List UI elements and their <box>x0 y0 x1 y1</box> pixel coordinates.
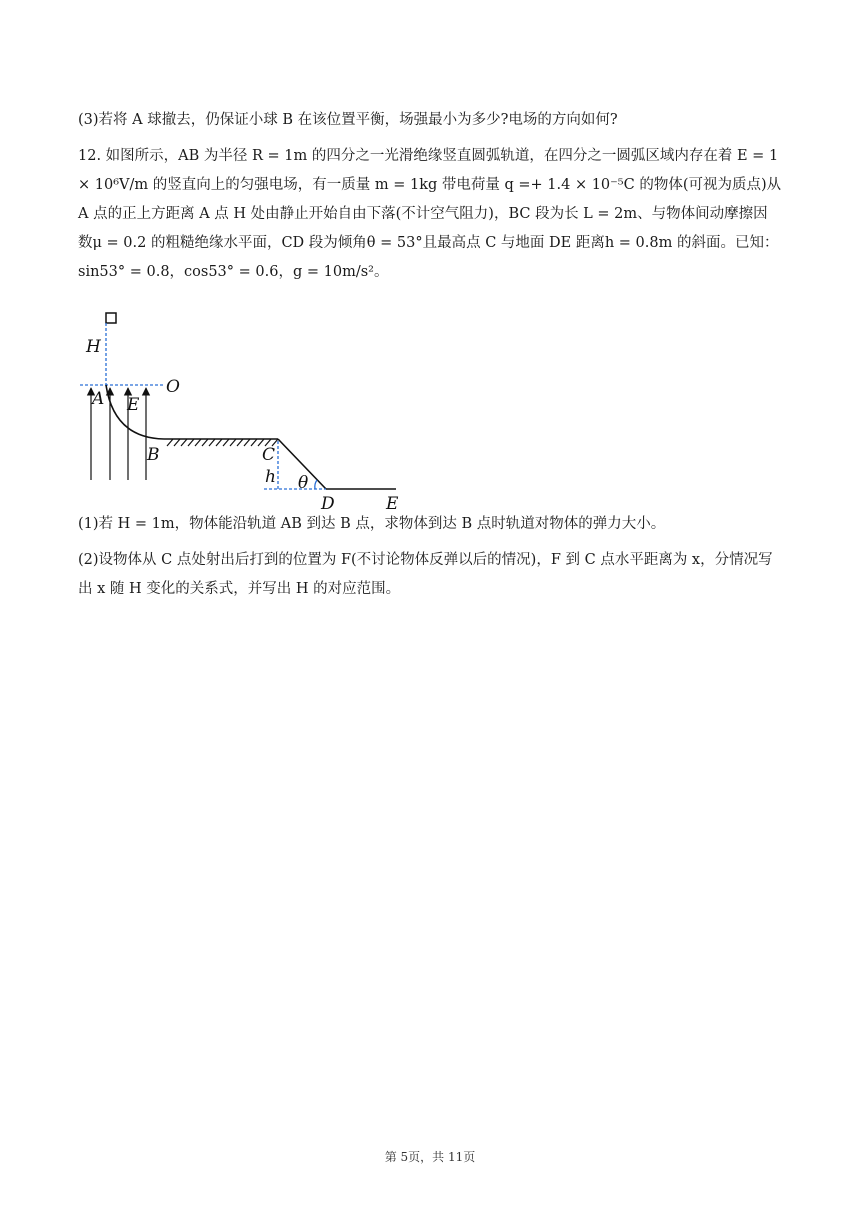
track-diagram <box>78 306 408 512</box>
question-part-3: (3)若将 A 球撤去，仍保证小球 B 在该位置平衡，场强最小为多少?电场的方向如何? <box>78 112 618 128</box>
angle-arc <box>315 480 317 489</box>
question-12-stem: 12. 如图所示，AB 为半径 R = 1m 的四分之一光滑绝缘竖直圆弧轨道，在四分之一圆弧区域内存在着 E = 1 × 10⁶V/m 的竖直向上的匀强电场，有一质量 m = 1kg 带电荷量 q =+ 1.4 × 10⁻⁵C 的物体(可视为质点)从 A 点的正上方距离 A 点 H 处由静止开始自由下落(不计空气阻力)，BC 段为长 L = 2m、与物体间动摩擦因数μ = 0.2 的粗糙绝缘水平面，CD 段为倾角θ = 53°且最高点 C 与地面 DE 距离h = 0.8m 的斜面。已知：sin53° = 0.8，cos53° = 0.6，g = 10m/s²。 <box>78 148 782 280</box>
page-footer: 第 5页，共 11页 <box>384 1150 476 1164</box>
label-h: h <box>265 467 276 487</box>
question-12-part-2: (2)设物体从 C 点处射出后打到的位置为 F(不讨论物体反弹以后的情况)，F 到 C 点水平距离为 x，分情况写出 x 随 H 变化的关系式，并写出 H 的对应范围。 <box>78 552 773 597</box>
label-E-field: E <box>127 395 140 415</box>
label-B: B <box>147 445 160 465</box>
label-O: O <box>166 377 180 397</box>
falling-block <box>106 313 116 323</box>
label-H: H <box>86 337 101 357</box>
label-C: C <box>262 445 276 465</box>
label-E-ground: E <box>386 494 399 512</box>
question-12-part-1: (1)若 H = 1m，物体能沿轨道 AB 到达 B 点，求物体到达 B 点时轨道对物体的弹力大小。 <box>78 516 666 532</box>
label-D: D <box>321 494 335 512</box>
label-theta: θ <box>298 473 309 493</box>
label-A: A <box>92 389 105 409</box>
